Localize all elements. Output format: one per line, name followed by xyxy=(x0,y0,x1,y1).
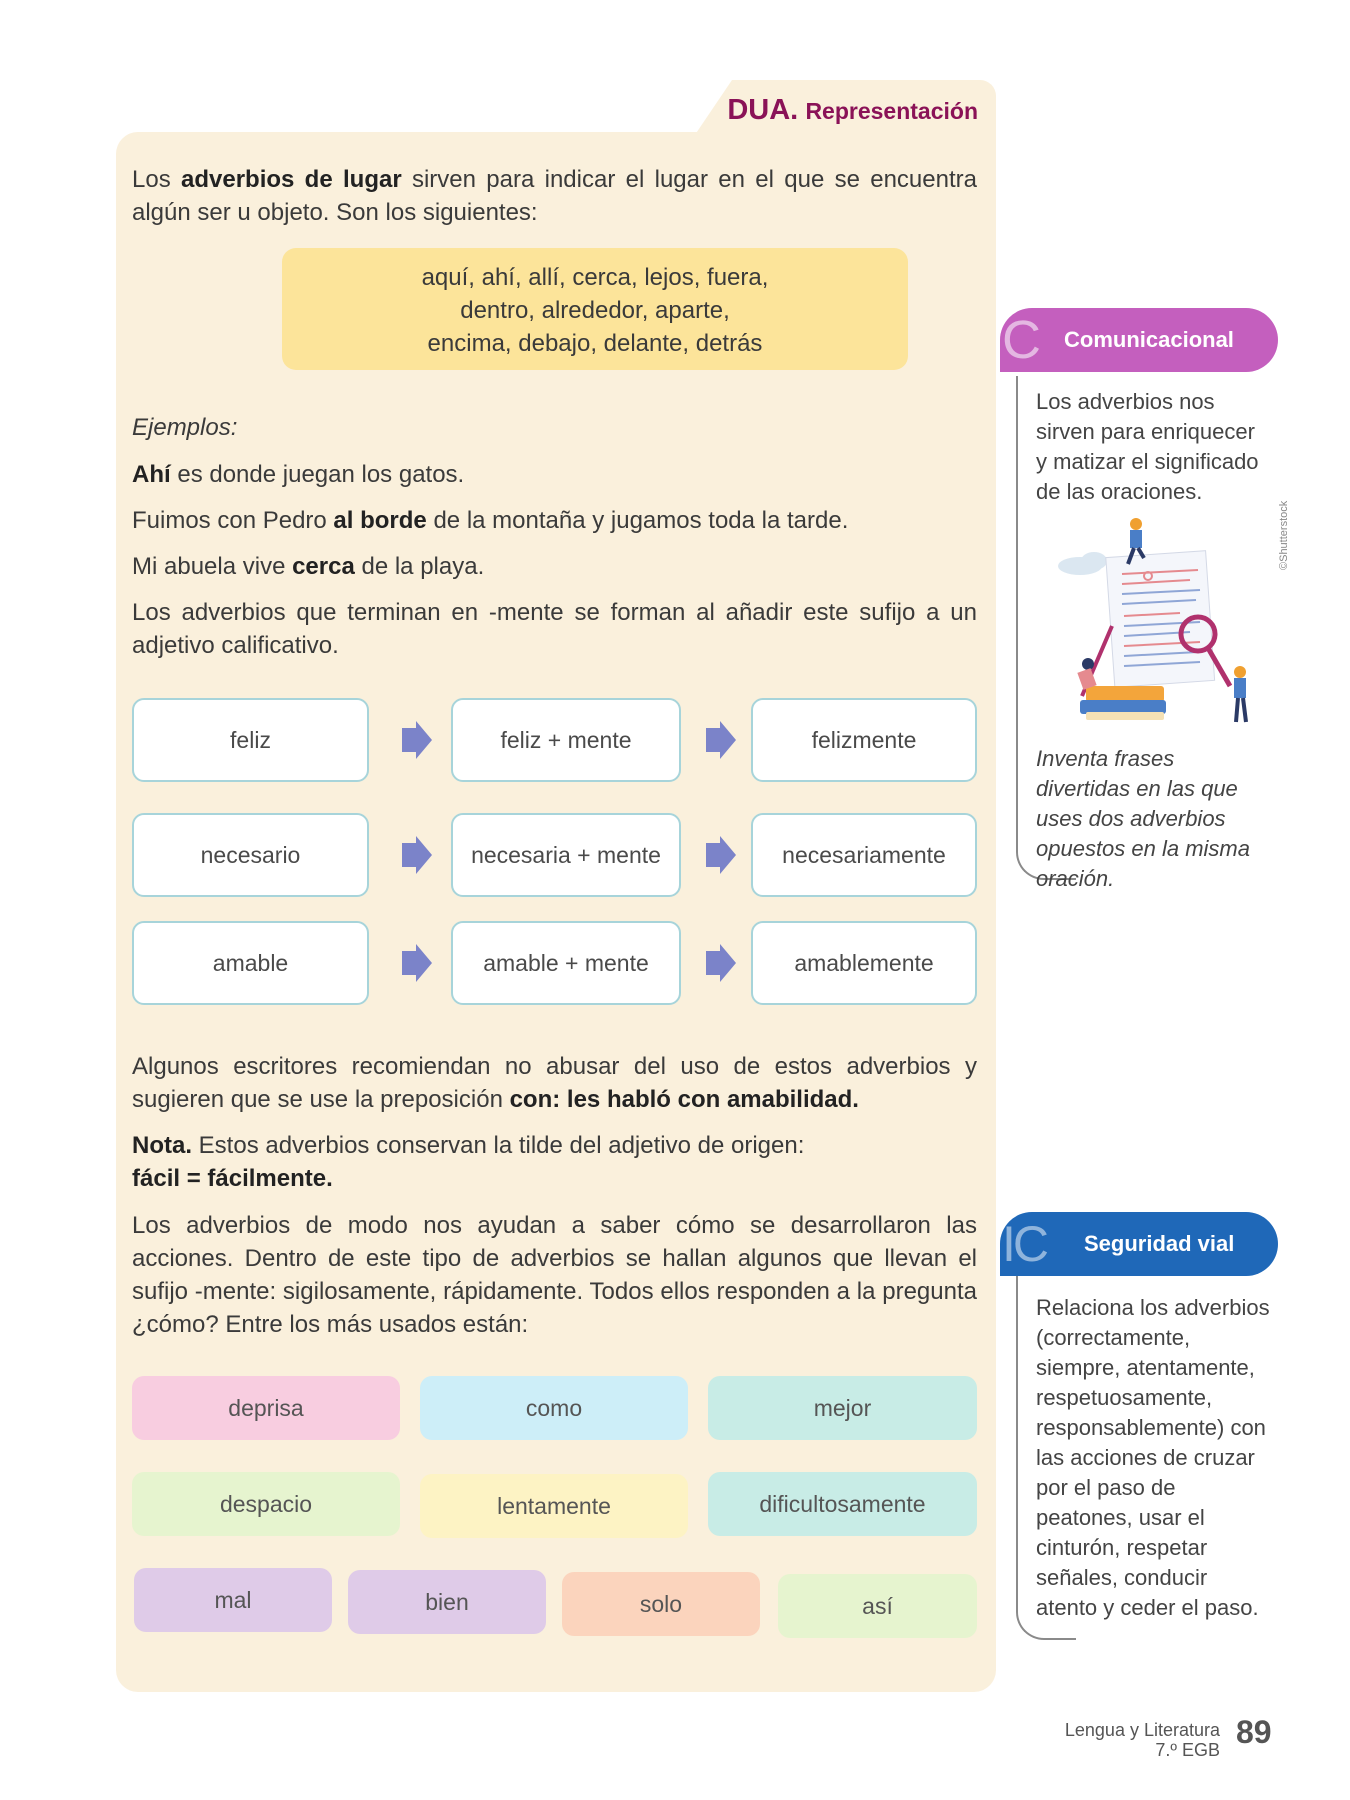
image-credit: ©Shutterstock xyxy=(1278,500,1290,570)
nota-paragraph: Nota. Estos adverbios conservan la tilde del adjetivo de origen: fácil = fácilmente. xyxy=(132,1132,805,1192)
comunicacional-header xyxy=(1000,308,1278,372)
adverb-box: felizmente xyxy=(751,698,977,782)
adjective-box: feliz xyxy=(132,698,369,782)
comunicacional-letter-icon: C xyxy=(1002,310,1039,370)
seguridad-header xyxy=(1000,1212,1278,1276)
adverb-pill: deprisa xyxy=(132,1376,400,1440)
seguridad-text: Relaciona los adverbios (correctamente, siempre, atentamente, respetuosamente, responsablemente) con las acciones de cruzar por el paso de peatones, usar el cinturón, respetar señales, conducir atento y ceder el paso. xyxy=(1036,1295,1270,1620)
example-1: Ahí es donde juegan los gatos. xyxy=(132,461,465,488)
dua-title xyxy=(727,94,978,127)
footer-subject: Lengua y Literatura 7.º EGB xyxy=(1064,1720,1220,1760)
arrow-right-icon xyxy=(402,721,432,759)
adverb-pill: así xyxy=(778,1574,977,1638)
mente-intro: Los adverbios que terminan en -mente se forman al añadir este sufijo a un adjetivo calificativo. xyxy=(132,599,977,659)
arrow-right-icon xyxy=(402,944,432,982)
example-3: Mi abuela vive cerca de la playa. xyxy=(132,553,485,580)
examples-heading: Ejemplos: xyxy=(132,414,238,441)
dua-label: Representación xyxy=(805,98,978,124)
comunicacional-activity: Inventa frases divertidas en las que uses dos adverbios opuestos en la misma oración. xyxy=(1036,746,1250,891)
seguridad-letter-icon: IC xyxy=(1002,1216,1046,1272)
suffix-box: amable + mente xyxy=(451,921,681,1005)
arrow-right-icon xyxy=(706,721,736,759)
place-adverbs-line: dentro, alrededor, aparte, xyxy=(460,297,730,324)
adverb-pill: despacio xyxy=(132,1472,400,1536)
nota-label: Nota. xyxy=(132,1132,192,1159)
adverb-pill: solo xyxy=(562,1572,760,1636)
adverb-pill: bien xyxy=(348,1570,546,1634)
modo-paragraph: Los adverbios de modo nos ayudan a saber cómo se desarrollaron las acciones. Dentro de este tipo de adverbios se hallan algunos que llevan el sufijo -mente: sigilosamente, rápidamente. Todos ellos responden a la pregunta ¿cómo? Entre los más usados están: xyxy=(132,1212,977,1338)
page-number: 89 xyxy=(1236,1714,1272,1750)
nota-example: fácil = fácilmente. xyxy=(132,1165,333,1192)
comunicacional-title: Comunicacional xyxy=(1064,327,1234,352)
adjective-box: amable xyxy=(132,921,369,1005)
place-adverbs-line: aquí, ahí, allí, cerca, lejos, fuera, xyxy=(421,264,769,291)
adverb-pill: como xyxy=(420,1376,688,1440)
adjective-box: necesario xyxy=(132,813,369,897)
suffix-box: necesaria + mente xyxy=(451,813,681,897)
arrow-right-icon xyxy=(706,944,736,982)
example-2: Fuimos con Pedro al borde de la montaña y jugamos toda la tarde. xyxy=(132,507,849,534)
seguridad-title: Seguridad vial xyxy=(1084,1231,1235,1256)
suffix-box: feliz + mente xyxy=(451,698,681,782)
arrow-right-icon xyxy=(402,836,432,874)
intro-term: adverbios de lugar xyxy=(181,166,402,193)
dua-prefix: DUA. xyxy=(727,94,799,126)
adverb-pill: lentamente xyxy=(420,1474,688,1538)
adverb-pill: dificultosamente xyxy=(708,1472,977,1536)
writers-paragraph: Algunos escritores recomiendan no abusar del uso de estos adverbios y sugieren que se use la preposición con: les habló con amabilidad. xyxy=(132,1053,977,1113)
adverb-box: necesariamente xyxy=(751,813,977,897)
comunicacional-text: Los adverbios nos sirven para enriquecer y matizar el significado de las oraciones. xyxy=(1036,389,1259,504)
adverb-pill: mal xyxy=(134,1568,332,1632)
adverb-pill: mejor xyxy=(708,1376,977,1440)
reading-illustration-icon xyxy=(1050,516,1250,732)
intro-paragraph: Los adverbios de lugar sirven para indicar el lugar en el que se encuentra algún ser u objeto. Son los siguientes: xyxy=(132,166,977,226)
place-adverbs-box xyxy=(282,248,908,370)
arrow-right-icon xyxy=(706,836,736,874)
place-adverbs-line: encima, debajo, delante, detrás xyxy=(427,330,763,357)
adverb-box: amablemente xyxy=(751,921,977,1005)
